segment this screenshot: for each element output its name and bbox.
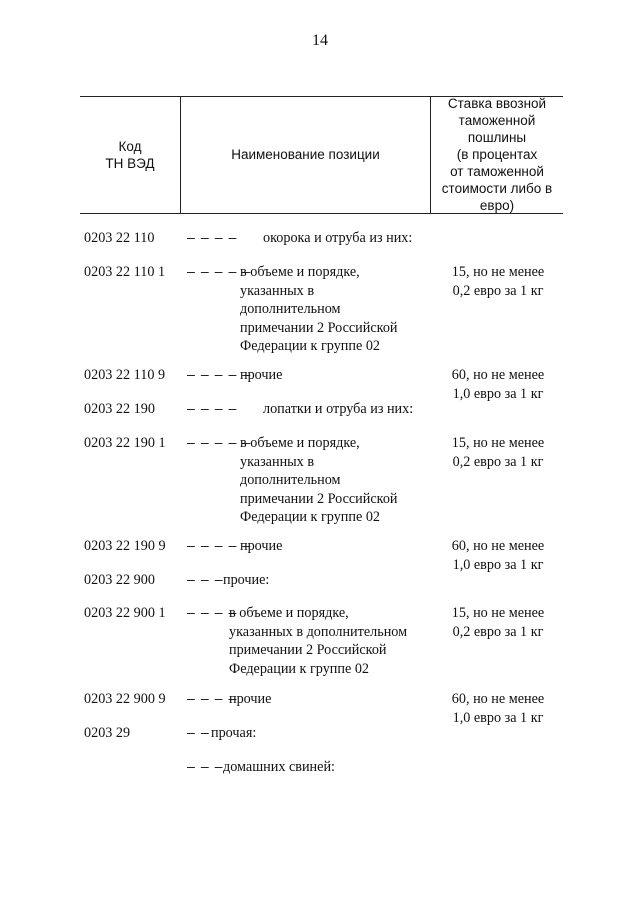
row-rate: 15, но не менее 0,2 евро за 1 кг	[451, 605, 545, 640]
header-code-text: Код ТН ВЭД	[105, 138, 155, 171]
row-dashes: – – – –	[187, 605, 238, 621]
row-rate: 15, но не менее 0,2 евро за 1 кг	[451, 264, 545, 299]
row-dashes: – – – – –	[187, 367, 252, 383]
row-code: 0203 22 190 9	[84, 538, 166, 554]
header-name	[181, 96, 430, 213]
row-dashes: – – – – –	[187, 435, 252, 451]
row-rate: 60, но не менее 1,0 евро за 1 кг	[451, 538, 545, 573]
header-name-text: Наименование позиции	[231, 147, 380, 162]
row-dashes: – – – –	[187, 401, 238, 417]
row-dashes: – – –	[187, 759, 224, 775]
row-description: прочие:	[223, 572, 270, 588]
row-code: 0203 22 110	[84, 230, 155, 246]
page-number: 14	[312, 32, 328, 49]
header-rate-text: Ставка ввозной таможенной пошлины (в процентах от таможенной стоимости либо в евро)	[441, 96, 553, 213]
row-code: 0203 22 190 1	[84, 435, 166, 451]
row-code: 0203 22 900 1	[84, 605, 166, 621]
row-description: прочие	[229, 691, 272, 707]
row-code: 0203 22 900 9	[84, 691, 166, 707]
row-dashes: – – –	[187, 572, 224, 588]
row-description: лопатки и отруба из них:	[263, 401, 414, 417]
row-description: окорока и отруба из них:	[263, 230, 413, 246]
row-description: прочие	[240, 538, 283, 554]
header-code	[80, 96, 180, 213]
row-code: 0203 29	[84, 725, 131, 741]
row-description: в объеме и порядке, указанных в дополнительном примечании 2 Российской Федерации к группе 02	[240, 435, 398, 525]
row-dashes: – – – – –	[187, 538, 252, 554]
row-code: 0203 22 110 9	[84, 367, 166, 383]
row-description: домашних свиней:	[223, 759, 335, 775]
row-code: 0203 22 900	[84, 572, 155, 588]
row-code: 0203 22 190	[84, 401, 155, 417]
row-rate: 60, но не менее 1,0 евро за 1 кг	[451, 691, 545, 726]
row-description: в объеме и порядке, указанных в дополнительном примечании 2 Российской Федерации к группе 02	[229, 605, 408, 677]
row-rate: 15, но не менее 0,2 евро за 1 кг	[451, 435, 545, 470]
header-rate	[431, 96, 563, 213]
row-code: 0203 22 110 1	[84, 264, 166, 280]
row-description: в объеме и порядке, указанных в дополнительном примечании 2 Российской Федерации к группе 02	[240, 264, 398, 354]
row-dashes: – – – – –	[187, 264, 252, 280]
row-dashes: – – – –	[187, 691, 238, 707]
row-description: прочие	[240, 367, 283, 383]
row-description: прочая:	[211, 725, 257, 741]
row-dashes: – – – –	[187, 230, 238, 246]
row-rate: 60, но не менее 1,0 евро за 1 кг	[451, 367, 545, 402]
row-dashes: – –	[187, 725, 210, 741]
